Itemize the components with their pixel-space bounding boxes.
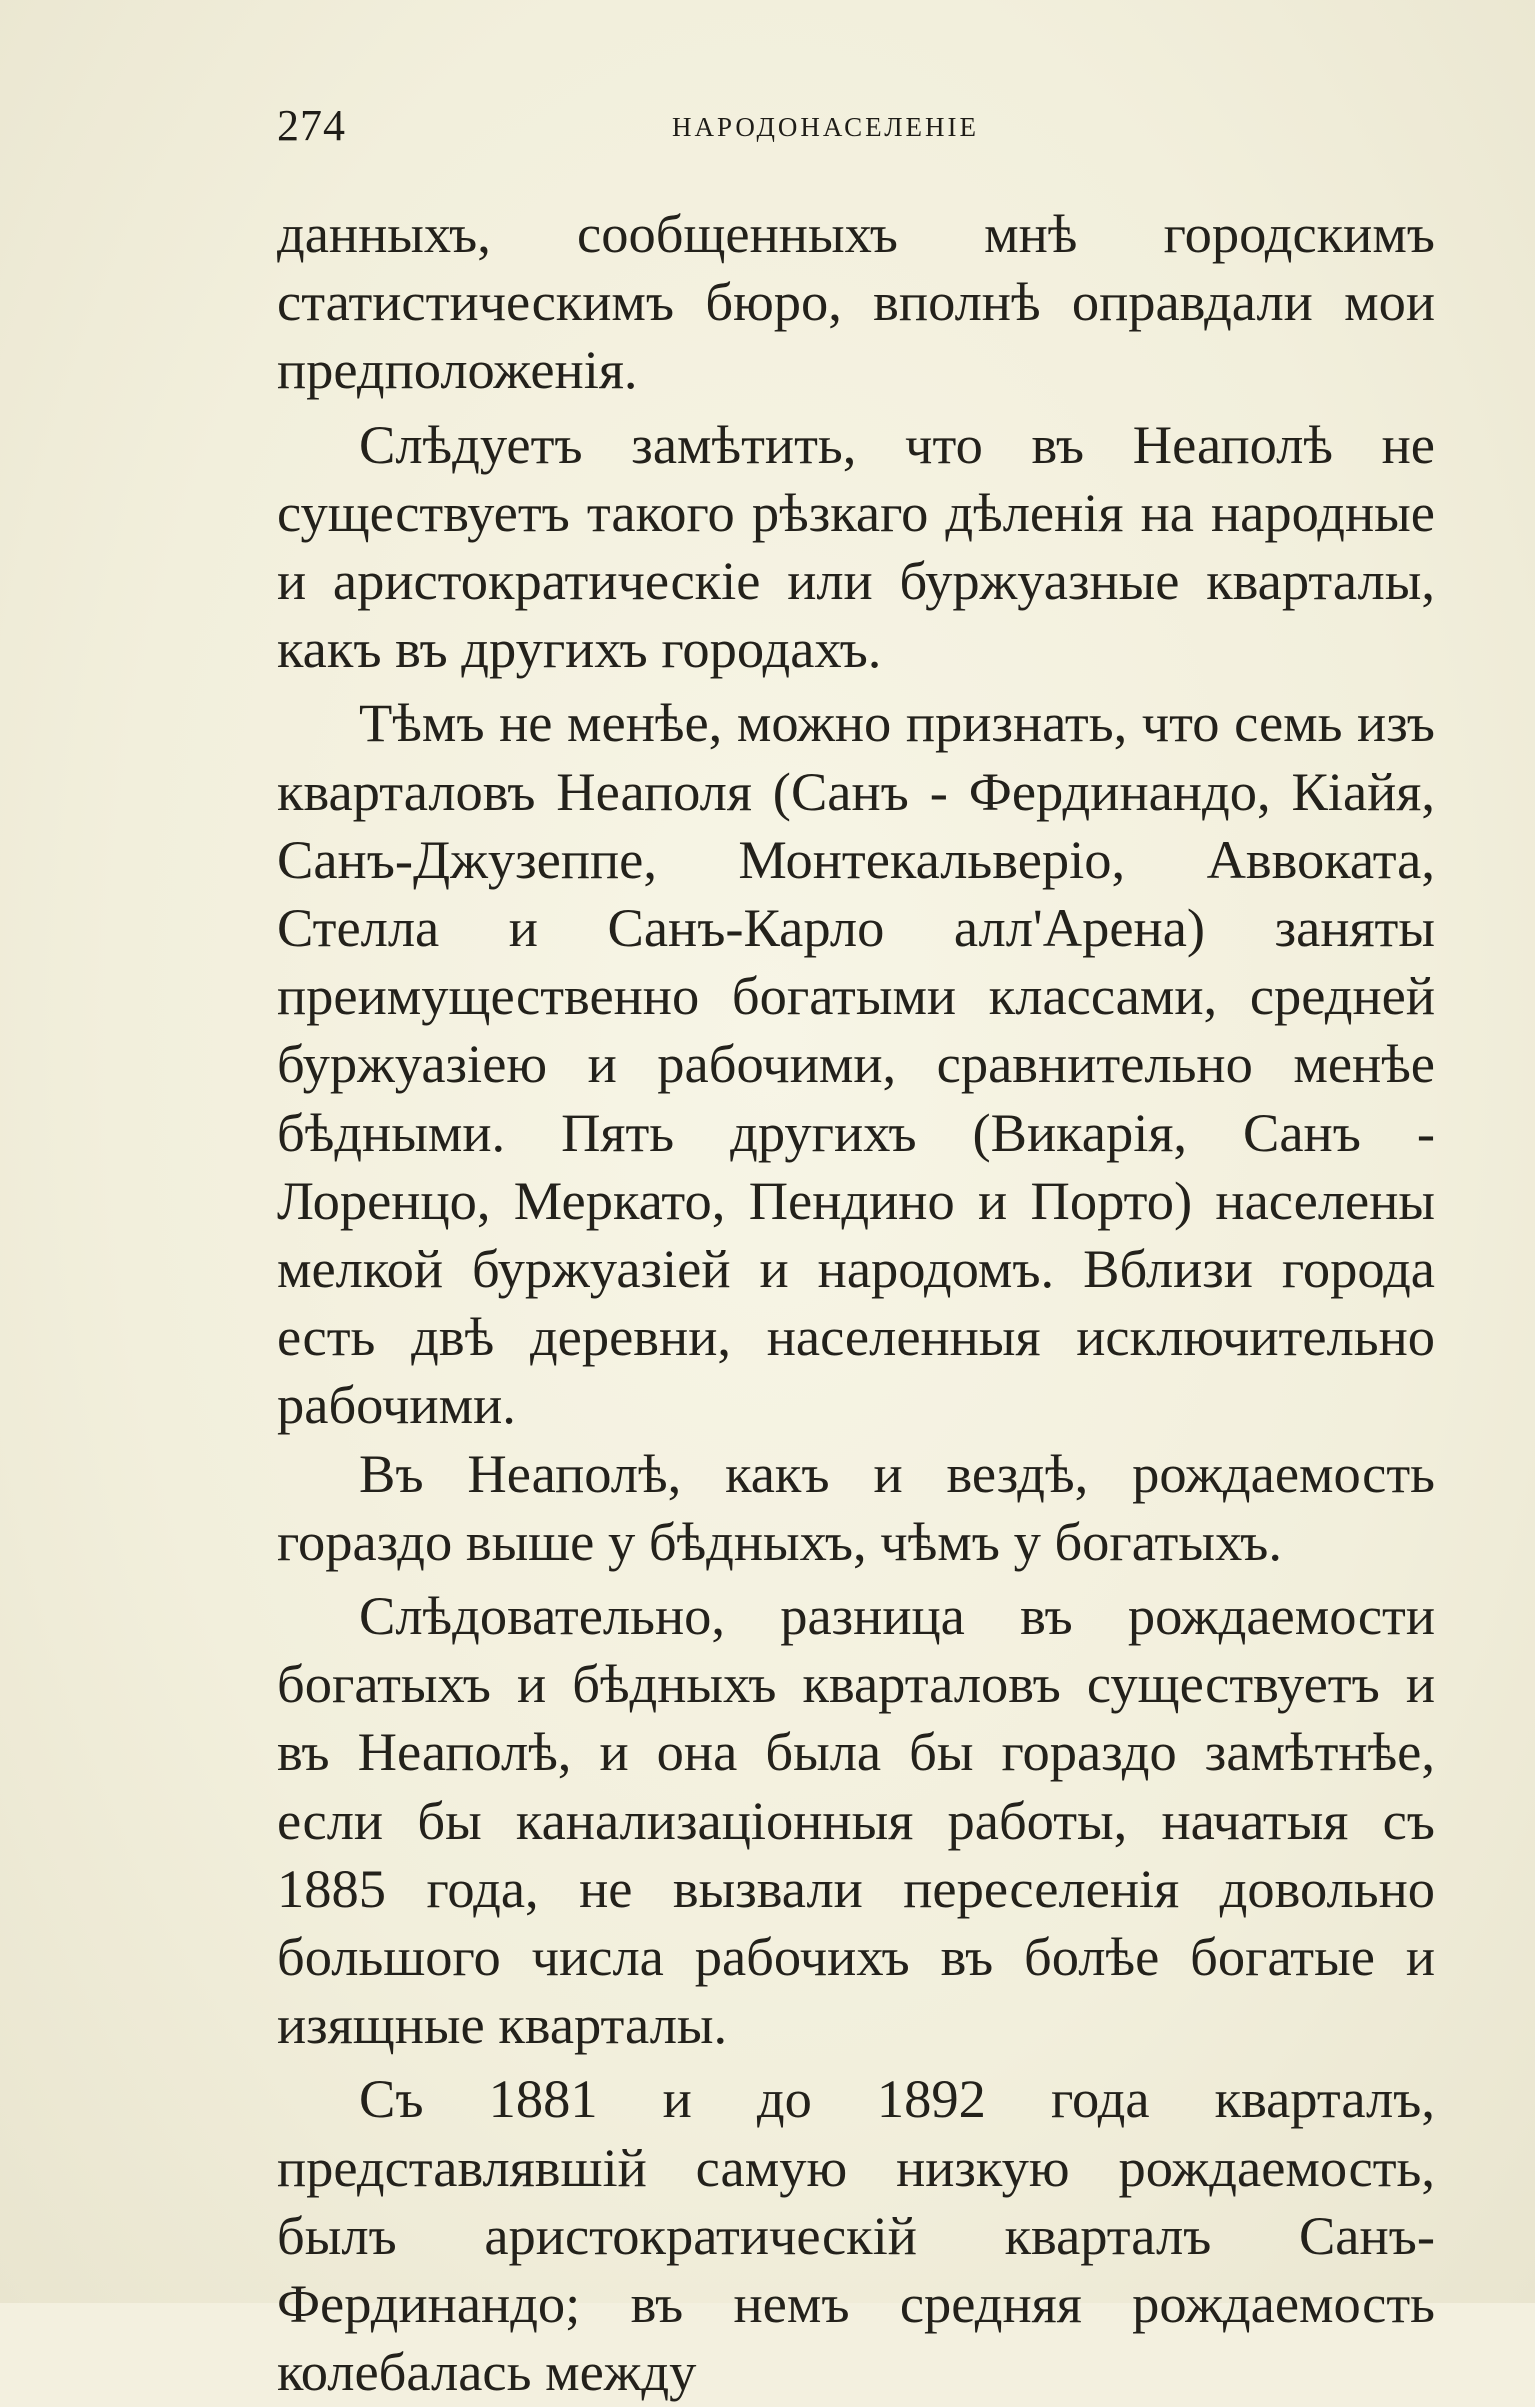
paragraph-quarters-list: Тѣмъ не менѣе, можно признать, что семь изъ кварталовъ Неаполя (Санъ - Фердинандо, Кіайя, Санъ-Джузеппе, Монтекальверіо, Аввоката, Стелла и Санъ-Карло алл'Арена) заняты преимущественно богатыми классами, средней буржуазіею и рабочими, сравнительно менѣе бѣдными. Пять другихъ (Викарія, Санъ - Лоренцо, Меркато, Пендино и Порто) населены мелкой буржуазіей и народомъ. Вблизи города есть двѣ деревни, населенныя исключительно рабочими.: [277, 692, 1435, 1436]
paragraph-birthrate-difference: Слѣдовательно, разница въ рождаемости богатыхъ и бѣдныхъ кварталовъ существуетъ и въ Неаполѣ, и она была бы гораздо замѣтнѣе, если бы канализаціонныя работы, начатыя съ 1885 года, не вызвали переселенія довольно большого числа рабочихъ въ болѣе богатые и изящные кварталы.: [277, 1585, 1435, 2056]
running-title: НАРОДОНАСЕЛЕНIЕ: [672, 112, 979, 142]
paragraph-birthrate-poor: Въ Неаполѣ, какъ и вездѣ, рождаемость гораздо выше у бѣдныхъ, чѣмъ у богатыхъ.: [277, 1442, 1435, 1572]
body-text: [277, 200, 1435, 2407]
paragraph-continuation: данныхъ, сообщенныхъ мнѣ городскимъ статистическимъ бюро, вполнѣ оправдали мои предположенія.: [277, 203, 1435, 401]
paragraph-naples-division: Слѣдуетъ замѣтить, что въ Неаполѣ не существуетъ такого рѣзкаго дѣленія на народные и аристократическіе или буржуазные кварталы, какъ въ другихъ городахъ.: [277, 413, 1435, 680]
paragraph-san-ferdinando: Съ 1881 и до 1892 года кварталъ, представлявшій самую низкую рождаемость, былъ аристократическій кварталъ Санъ-Фердинандо; въ немъ средняя рождаемость колебалась между: [277, 2068, 1435, 2403]
page-number: 274: [277, 101, 346, 150]
page-header: [277, 100, 1437, 160]
